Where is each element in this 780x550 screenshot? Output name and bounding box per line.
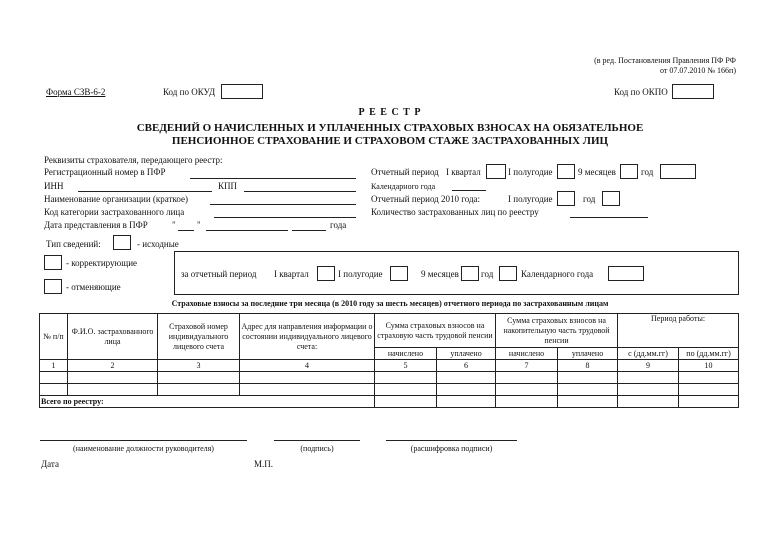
title-line-3: ПЕНСИОННОЕ СТРАХОВАНИЕ И СТРАХОВОМ СТАЖЕ ЗАСТРАХОВАННЫХ ЛИЦ	[171, 135, 609, 147]
table-cell[interactable]	[496, 372, 558, 384]
org-name-label: Наименование организации (краткое)	[44, 194, 188, 204]
table-cell[interactable]	[437, 384, 496, 396]
table-cell[interactable]	[375, 372, 437, 384]
nine-months-label: 9 месяцев	[578, 167, 616, 177]
date-day-field[interactable]	[178, 230, 194, 231]
total-cell[interactable]	[618, 396, 679, 408]
q1-label: I квартал	[446, 167, 481, 177]
half-year-2010-checkbox[interactable]	[557, 191, 575, 206]
table-cell[interactable]	[679, 384, 739, 396]
date-year-field[interactable]	[292, 230, 326, 231]
header-snils: Страховой номер индивидуального лицевого счета	[158, 314, 240, 360]
position-caption: (наименование должности руководителя)	[73, 444, 214, 453]
header-fio: Ф.И.О. застрахованного лица	[68, 314, 158, 360]
column-number: 6	[437, 360, 496, 372]
category-code-label: Код категории застрахованного лица	[44, 207, 185, 217]
table-cell[interactable]	[158, 372, 240, 384]
header-paid-2: уплачено	[558, 348, 618, 360]
column-number: 4	[240, 360, 375, 372]
period-box-year-checkbox[interactable]	[499, 266, 517, 281]
q1-checkbox[interactable]	[486, 164, 506, 179]
column-number: 8	[558, 360, 618, 372]
column-number: 2	[68, 360, 158, 372]
table-cell[interactable]	[240, 372, 375, 384]
table-caption: Страховые взносы за последние три месяца (в 2010 году за шесть месяцев) отчетного периода по застрахованным лицам	[171, 299, 609, 308]
reg-number-label: Регистрационный номер в ПФР	[44, 167, 166, 177]
date-month-field[interactable]	[206, 230, 288, 231]
period-box-nine-months-label: 9 месяцев	[421, 269, 459, 279]
table-cell[interactable]	[375, 384, 437, 396]
date-label: Дата	[41, 459, 59, 469]
table-total-row	[40, 396, 739, 408]
table-cell[interactable]	[240, 384, 375, 396]
decoding-caption: (расшифровка подписи)	[410, 444, 493, 453]
table-cell[interactable]	[618, 384, 679, 396]
header-to-date: по (дд.мм.гг)	[679, 348, 739, 360]
header-funded-part: Сумма страховых взносов на накопительную часть трудовой пенсии	[496, 314, 618, 348]
stamp-label: М.П.	[254, 459, 274, 469]
insured-persons-table	[39, 313, 739, 408]
table-cell[interactable]	[496, 384, 558, 396]
header-num: № п/п	[40, 314, 68, 360]
year-2010-checkbox[interactable]	[602, 191, 620, 206]
decoding-line[interactable]	[386, 440, 517, 441]
okud-label: Код по ОКУД	[163, 87, 216, 97]
signature-caption: (подпись)	[300, 444, 334, 453]
column-number: 7	[496, 360, 558, 372]
position-line[interactable]	[40, 440, 247, 441]
inn-field[interactable]	[78, 191, 212, 192]
table-cell[interactable]	[558, 372, 618, 384]
cancel-label: - отменяющие	[66, 282, 121, 292]
cancel-checkbox[interactable]	[44, 279, 62, 294]
table-row	[40, 372, 739, 384]
title-reestr: Р Е Е С Т Р	[358, 107, 422, 118]
okud-code-field[interactable]	[221, 84, 263, 99]
table-cell[interactable]	[68, 372, 158, 384]
year-2010-label: год	[583, 194, 596, 204]
submission-date-label: Дата представления в ПФР	[44, 220, 148, 230]
total-cell[interactable]	[375, 396, 437, 408]
requisites-label: Реквизиты страхователя, передающего реестр:	[44, 155, 223, 165]
header-address: Адрес для направления информации о состоянии индивидуального лицевого счета:	[240, 314, 375, 360]
corrective-label: - корректирующие	[66, 258, 138, 268]
info-type-label: Тип сведений:	[46, 239, 101, 249]
category-code-field[interactable]	[214, 217, 356, 218]
total-label: Всего по реестру:	[40, 396, 375, 408]
period-box-for-label: за отчетный период	[181, 269, 257, 279]
column-number: 10	[679, 360, 739, 372]
amendment-note	[594, 56, 736, 76]
period-box-q1-checkbox[interactable]	[317, 266, 335, 281]
total-cell[interactable]	[496, 396, 558, 408]
okpo-label: Код по ОКПО	[614, 87, 668, 97]
table-header-row	[40, 314, 739, 348]
form-label: Форма СЗВ-6-2	[46, 87, 106, 97]
column-number: 3	[158, 360, 240, 372]
okpo-code-field[interactable]	[672, 84, 714, 99]
header-from-date: с (дд.мм.гг)	[618, 348, 679, 360]
period-box-half-year-checkbox[interactable]	[390, 266, 408, 281]
inn-label: ИНН	[44, 181, 64, 191]
table-cell[interactable]	[68, 384, 158, 396]
table-row	[40, 384, 739, 396]
column-number: 5	[375, 360, 437, 372]
header-accrued-2: начислено	[496, 348, 558, 360]
signature-line[interactable]	[274, 440, 360, 441]
table-cell[interactable]	[437, 372, 496, 384]
report-period-2010-label: Отчетный период 2010 года:	[371, 194, 481, 204]
initial-label: - исходные	[137, 239, 179, 249]
period-box-q1-label: I квартал	[274, 269, 309, 279]
amendment-note-line2: от 07.07.2010 № 166п)	[660, 66, 736, 75]
calendar-year-label: Календарного года	[371, 182, 436, 191]
total-cell[interactable]	[437, 396, 496, 408]
half-year-label: I полугодие	[508, 167, 553, 177]
header-insurance-part: Сумма страховых взносов на страховую часть трудовой пенсии	[375, 314, 496, 348]
reg-number-field[interactable]	[190, 178, 356, 179]
calendar-year-field[interactable]	[452, 190, 486, 191]
period-box-half-year-label: I полугодие	[338, 269, 383, 279]
column-number-row	[40, 360, 739, 372]
nine-months-checkbox[interactable]	[620, 164, 638, 179]
period-box-year-label: год	[481, 269, 494, 279]
half-year-checkbox[interactable]	[557, 164, 575, 179]
total-cell[interactable]	[558, 396, 618, 408]
quote-open: "	[172, 220, 176, 230]
period-box-calendar-year-label: Календарного года	[521, 269, 594, 279]
report-period-label: Отчетный период	[371, 167, 439, 177]
insured-count-label: Количество застрахованных лиц по реестру	[371, 207, 539, 217]
period-box-nine-months-checkbox[interactable]	[461, 266, 479, 281]
period-box-calendar-year-field[interactable]	[608, 266, 644, 281]
insured-count-field[interactable]	[570, 217, 648, 218]
org-name-field[interactable]	[210, 204, 356, 205]
column-number: 9	[618, 360, 679, 372]
kpp-field[interactable]	[244, 191, 356, 192]
title-line-2: СВЕДЕНИЙ О НАЧИСЛЕННЫХ И УПЛАЧЕННЫХ СТРАХОВЫХ ВЗНОСАХ НА ОБЯЗАТЕЛЬНОЕ	[136, 122, 644, 134]
total-cell[interactable]	[679, 396, 739, 408]
quote-close: "	[197, 220, 201, 230]
table-cell[interactable]	[40, 372, 68, 384]
initial-checkbox[interactable]	[113, 235, 131, 250]
year-suffix: года	[330, 220, 347, 230]
amendment-note-line1: (в ред. Постановления Правления ПФ РФ	[594, 56, 736, 65]
column-number: 1	[40, 360, 68, 372]
year-label: год	[641, 167, 654, 177]
table-cell[interactable]	[558, 384, 618, 396]
kpp-label: КПП	[218, 181, 238, 191]
half-year-2010-label: I полугодие	[508, 194, 553, 204]
header-paid: уплачено	[437, 348, 496, 360]
table-cell[interactable]	[679, 372, 739, 384]
table-cell[interactable]	[40, 384, 68, 396]
corrective-checkbox[interactable]	[44, 255, 62, 270]
table-cell[interactable]	[158, 384, 240, 396]
header-accrued: начислено	[375, 348, 437, 360]
table-cell[interactable]	[618, 372, 679, 384]
header-work-period: Период работы:	[618, 314, 739, 348]
year-field[interactable]	[660, 164, 696, 179]
